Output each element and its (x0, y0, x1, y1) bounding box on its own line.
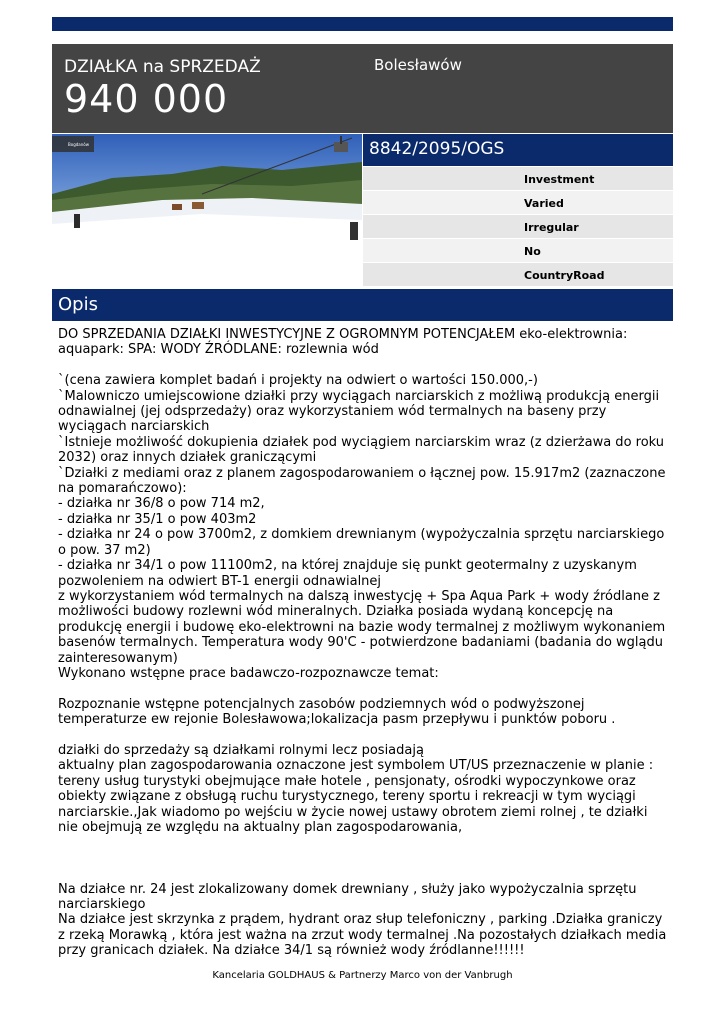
description-paragraph: - działka nr 36/8 o pow 714 m2, (58, 496, 265, 512)
attribute-row (363, 191, 673, 214)
description-paragraph: Rozpoznanie wstępne potencjalnych zasobów podziemnych wód o podwyższonej temperaturze ew rejonie Bolesławowa;lokalizacja pasm przepływu i punktów poboru . (58, 696, 616, 728)
attribute-value: Investment (524, 173, 595, 186)
description-paragraph: - działka nr 34/1 o pow 11100m2, na której znajduje się punkt geotermalny z uzyskanym pozwoleniem na odwiert BT-1 energii odnawialnej (58, 558, 642, 589)
description-paragraph: aktualny plan zagospodarowania oznaczone jest symbolem UT/US przeznaczenie w planie : tereny usług turystyki obejmujące małe hotele , pensjonaty, ośrodki wypoczynkowe oraz obiekty związane z obsługą ruchu turystycznego, tereny sportu i rekreacji w tym wyciągi narciarskie.,Jak wiadomo po wejściu w życie nowej ustawy obrotem ziemi rolnej , te działki nie obejmują ze względu na aktualny plan zagospodarowania, (58, 758, 658, 835)
footer-agency: Kancelaria GOLDHAUS & Partnerzy Marco von der Vanbrugh (212, 970, 513, 981)
description-paragraph: DO SPRZEDANIA DZIAŁKI INWESTYCYJNE Z OGROMNYM POTENCJAŁEM eko-elektrownia: aquapark: SPA: WODY ŹRÓDLANE: rozlewnia wód (58, 327, 632, 358)
property-photo (52, 134, 362, 242)
attribute-value: Irregular (524, 221, 579, 234)
listing-header (52, 44, 673, 133)
description-paragraph (58, 851, 670, 866)
description-paragraph (58, 358, 670, 373)
attribute-row (363, 215, 673, 238)
attribute-value: Varied (524, 197, 564, 210)
description-paragraph (58, 681, 670, 696)
description-paragraph: Wykonano wstępne prace badawczo-rozpoznawcze temat: (58, 665, 439, 681)
description-paragraph: `Działki z mediami oraz z planem zagospodarowaniem o łącznej pow. 15.917m2 (zaznaczone na pomarańczowo): (58, 465, 670, 497)
description-header (52, 289, 673, 321)
description-paragraph (58, 866, 670, 881)
attribute-row (363, 167, 673, 190)
description-paragraph: Na działce jest skrzynka z prądem, hydrant oraz słup telefoniczny , parking .Działka graniczy z rzeką Morawką , która jest ważna na zrzut wody termalnej .Na pozostałych działkach media przy granicach działek. Na działce 34/1 są również wody źródlanne!!!!!! (58, 912, 671, 959)
description-paragraph: `(cena zawiera komplet badań i projekty na odwiert o wartości 150.000,-) (58, 373, 538, 389)
price: 940 000 (64, 77, 229, 121)
attribute-row (363, 239, 673, 262)
reference-bar (363, 134, 673, 166)
attribute-value: No (524, 245, 541, 258)
location: Bolesławów (374, 56, 462, 74)
ski-slope-photo (52, 134, 362, 242)
description-paragraph: - działka nr 35/1 o pow 403m2 (58, 511, 257, 527)
description-paragraph: z wykorzystaniem wód termalnych na dalszą inwestycję + Spa Aqua Park + wody źródlane z możliwości budowy rozlewni wód mineralnych. Działka posiada wydaną koncepcję na produkcję energii i budowę eko-elektrowni na bazie wody termalnej z możliwym wykonaniem basenów termalnych. Temperatura wody 90'C - potwierdzone badaniami (badania do wglądu zainteresowanym) (58, 588, 670, 666)
description-paragraph: działki do sprzedaży są działkami rolnymi lecz posiadają (58, 742, 424, 758)
top-accent-bar (52, 17, 673, 31)
description-paragraph: `Malowniczo umiejscowione działki przy wyciągach narciarskich z możliwą produkcją energii odnawialnej (jej odsprzedaży) oraz wykorzystaniem wód termalnych na baseny przy wyciągach narciarskich (58, 388, 664, 435)
description-paragraph (58, 728, 670, 743)
description-paragraph: `Istnieje możliwość dokupienia działek pod wyciągiem narciarskim wraz (z dzierżawa do roku 2032) oraz innych działek graniczącymi (58, 434, 669, 466)
offer-type: DZIAŁKA na SPRZEDAŻ (64, 57, 261, 77)
description-paragraph: - działka nr 24 o pow 3700m2, z domkiem drewnianym (wypożyczalnia sprzętu narciarskiego o pow. 37 m2) (58, 527, 669, 558)
section-title: Opis (58, 294, 98, 315)
attribute-value: CountryRoad (524, 269, 605, 282)
attribute-row (363, 263, 673, 286)
description-text (58, 327, 670, 959)
photo-overlay-text: Bogdanów (68, 142, 89, 147)
description-paragraph: Na działce nr. 24 jest zlokalizowany domek drewniany , służy jako wypożyczalnia sprzętu narciarskiego (58, 881, 641, 913)
reference-number: 8842/2095/OGS (369, 139, 505, 159)
description-paragraph (58, 835, 670, 850)
